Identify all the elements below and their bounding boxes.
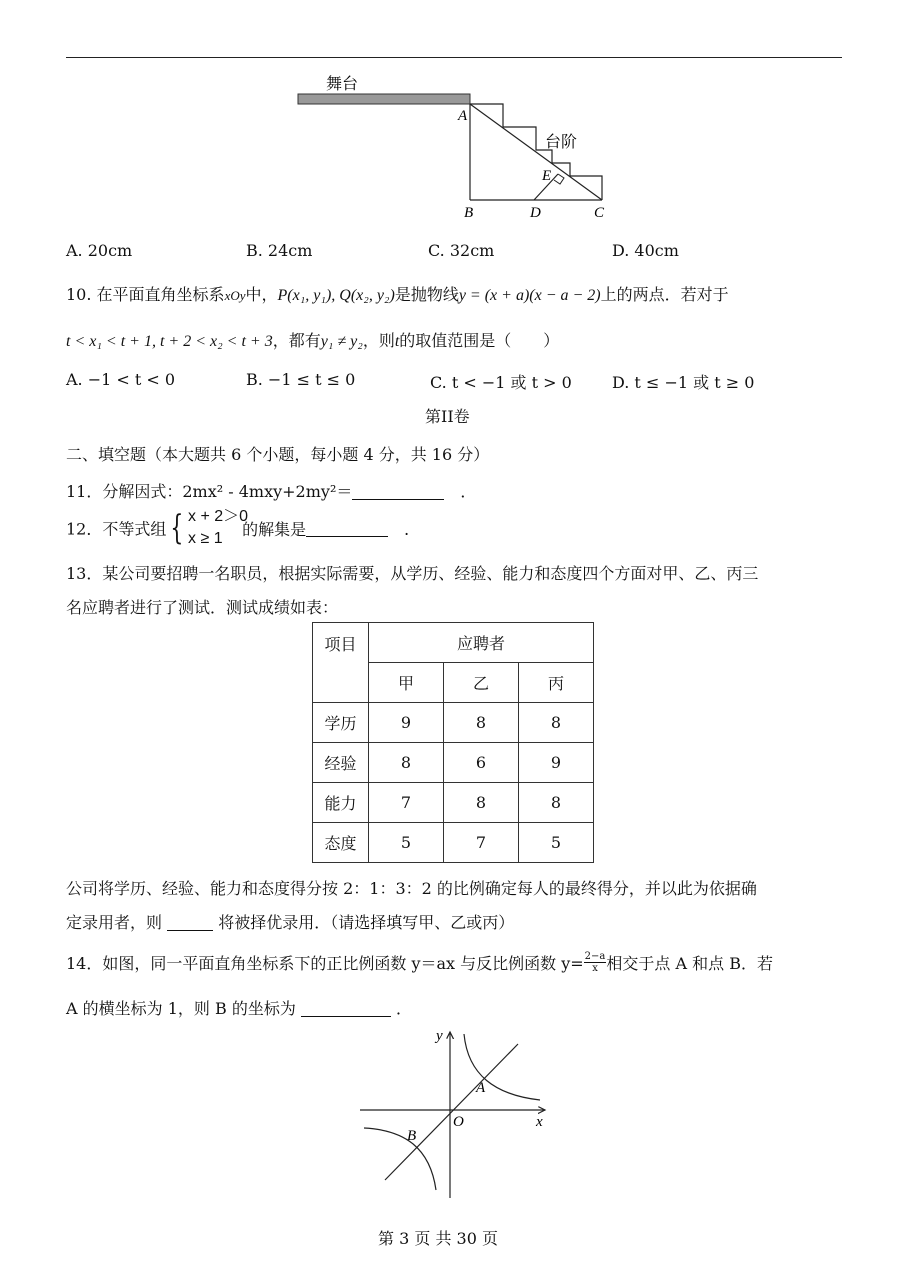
table-head-bing: 丙 [519,663,594,703]
cell: 5 [369,823,444,863]
q12-tail-b: ． [404,519,421,539]
cell: 8 [519,783,594,823]
label-B: B [407,1128,417,1144]
label-y: y [436,1028,443,1044]
section2-heading: 二、填空题（本大题共 6 个小题，每小题 4 分，共 16 分） [66,445,490,464]
q12 [66,506,420,550]
proportional-line [385,1044,518,1180]
row-label: 能力 [313,783,369,823]
table-row [313,783,594,823]
cell: 6 [444,743,519,783]
label-A: A [476,1080,486,1096]
q12-tail-a: 的解集是 [242,519,307,539]
q11-tail: ． [460,482,477,501]
q10-text-d: 上的两点．若对于 [600,285,729,304]
cell: 8 [519,703,594,743]
q13-answer-blank[interactable] [167,914,213,931]
coordinate-figure [350,1020,560,1205]
cell: 5 [519,823,594,863]
table-row [313,823,594,863]
q12-answer-blank[interactable] [306,520,388,537]
steps-label: 台阶 [545,132,578,151]
q10-option-b: B. −1 ≤ t ≤ 0 [246,370,356,389]
q12-ineq2: x ≥ 1 [188,530,223,547]
q10-text-e: ，都有 [272,331,321,350]
q13-line2: 名应聘者进行了测试．测试成绩如表： [66,598,339,617]
q14-frac-num: 2−a [584,951,606,962]
q10-text-c: 是抛物线 [394,285,459,304]
q12-lead: 12．不等式组 [66,519,167,539]
stage-bar [298,94,470,104]
q9-option-c: C. 32cm [428,241,495,260]
q10-text-g: 的取值范围是（ ） [399,331,560,350]
q14-line1 [66,951,773,974]
table-row [313,703,594,743]
table-row [313,743,594,783]
q14-line2 [66,996,412,1019]
q10-t: t [394,333,400,350]
q13-after2 [66,910,514,933]
table-head-yi: 乙 [444,663,519,703]
table-col-item: 项目 [313,623,369,703]
table-head-jia: 甲 [369,663,444,703]
q13-after1: 公司将学历、经验、能力和态度得分按 2：1：3：2 的比例确定每人的最终得分，并以此为依据确 [66,879,757,898]
point-A: A [458,108,468,124]
point-C: C [594,205,605,221]
score-table [312,622,594,863]
page-footer: 第 3 页 共 30 页 [378,1229,498,1248]
q9-option-a: A. 20cm [66,241,133,260]
point-D: D [530,205,541,221]
stage-steps-figure [290,70,630,225]
row-label: 经验 [313,743,369,783]
table-group-header: 应聘者 [369,623,594,663]
label-x: x [536,1114,543,1130]
cell: 8 [369,743,444,783]
cell: 8 [444,703,519,743]
q10-option-a: A. −1 < t < 0 [66,370,176,389]
point-E: E [542,168,552,184]
q9-option-d: D. 40cm [612,241,679,260]
row-label: 态度 [313,823,369,863]
cell: 9 [369,703,444,743]
q14-frac-den: x [592,963,598,974]
q10-text-f: ，则 [362,331,395,350]
stage-label: 舞台 [326,74,359,93]
q11 [66,479,476,502]
q10-line1 [66,282,729,305]
q12-ineq1: x + 2＞0 [188,508,249,525]
cell: 7 [369,783,444,823]
q12-brace: { [170,508,184,548]
point-B: B [464,205,474,221]
q10-text-b: 中， [245,285,278,304]
header-rule [66,57,842,58]
q10-text-a: 在平面直角坐标系 [96,285,225,304]
q10-neq: y₁ ≠ y₂ [320,333,363,350]
q13-after2-a: 定录用者，则 [66,913,163,932]
q14-answer-blank[interactable] [301,1000,391,1017]
q13-line1: 13．某公司要招聘一名职员，根据实际需要，从学历、经验、能力和态度四个方面对甲、乙、丙三 [66,564,759,583]
cell: 7 [444,823,519,863]
cell: 9 [519,743,594,783]
q10-condition: t < x₁ < t + 1, t + 2 < x₂ < t + 3 [66,333,273,350]
q14-text-b: 相交于点 A 和点 B．若 [606,954,773,973]
q14-fraction [584,951,607,974]
q9-option-b: B. 24cm [246,241,313,260]
label-O: O [453,1114,464,1130]
q10-parabola: y = (x + a)(x − a − 2) [458,287,601,304]
q14-text-c: A 的横坐标为 1，则 B 的坐标为 [66,999,296,1018]
q10-option-d: D. t ≤ −1 或 t ≥ 0 [612,373,755,392]
row-label: 学历 [313,703,369,743]
q13-after2-b: 将被择优录用．（请选择填写甲、乙或丙） [218,913,515,932]
q14-text-a: 14．如图，同一平面直角坐标系下的正比例函数 y＝ax 与反比例函数 y= [66,954,584,973]
q10-points: P(x₁, y₁), Q(x₂, y₂) [277,287,395,304]
q14-text-d: ． [396,999,413,1018]
q10-system: xOy [224,288,246,303]
part2-title: 第II卷 [425,407,470,426]
q11-answer-blank[interactable] [352,483,444,500]
q11-text: 11．分解因式：2mx² ‑ 4mxy+2my²＝ [66,482,353,501]
q10-number: 10. [66,285,92,304]
q10-option-c: C. t < −1 或 t > 0 [430,373,572,392]
cell: 8 [444,783,519,823]
hyperbola-q3 [364,1128,436,1190]
q10-line2 [66,328,559,351]
